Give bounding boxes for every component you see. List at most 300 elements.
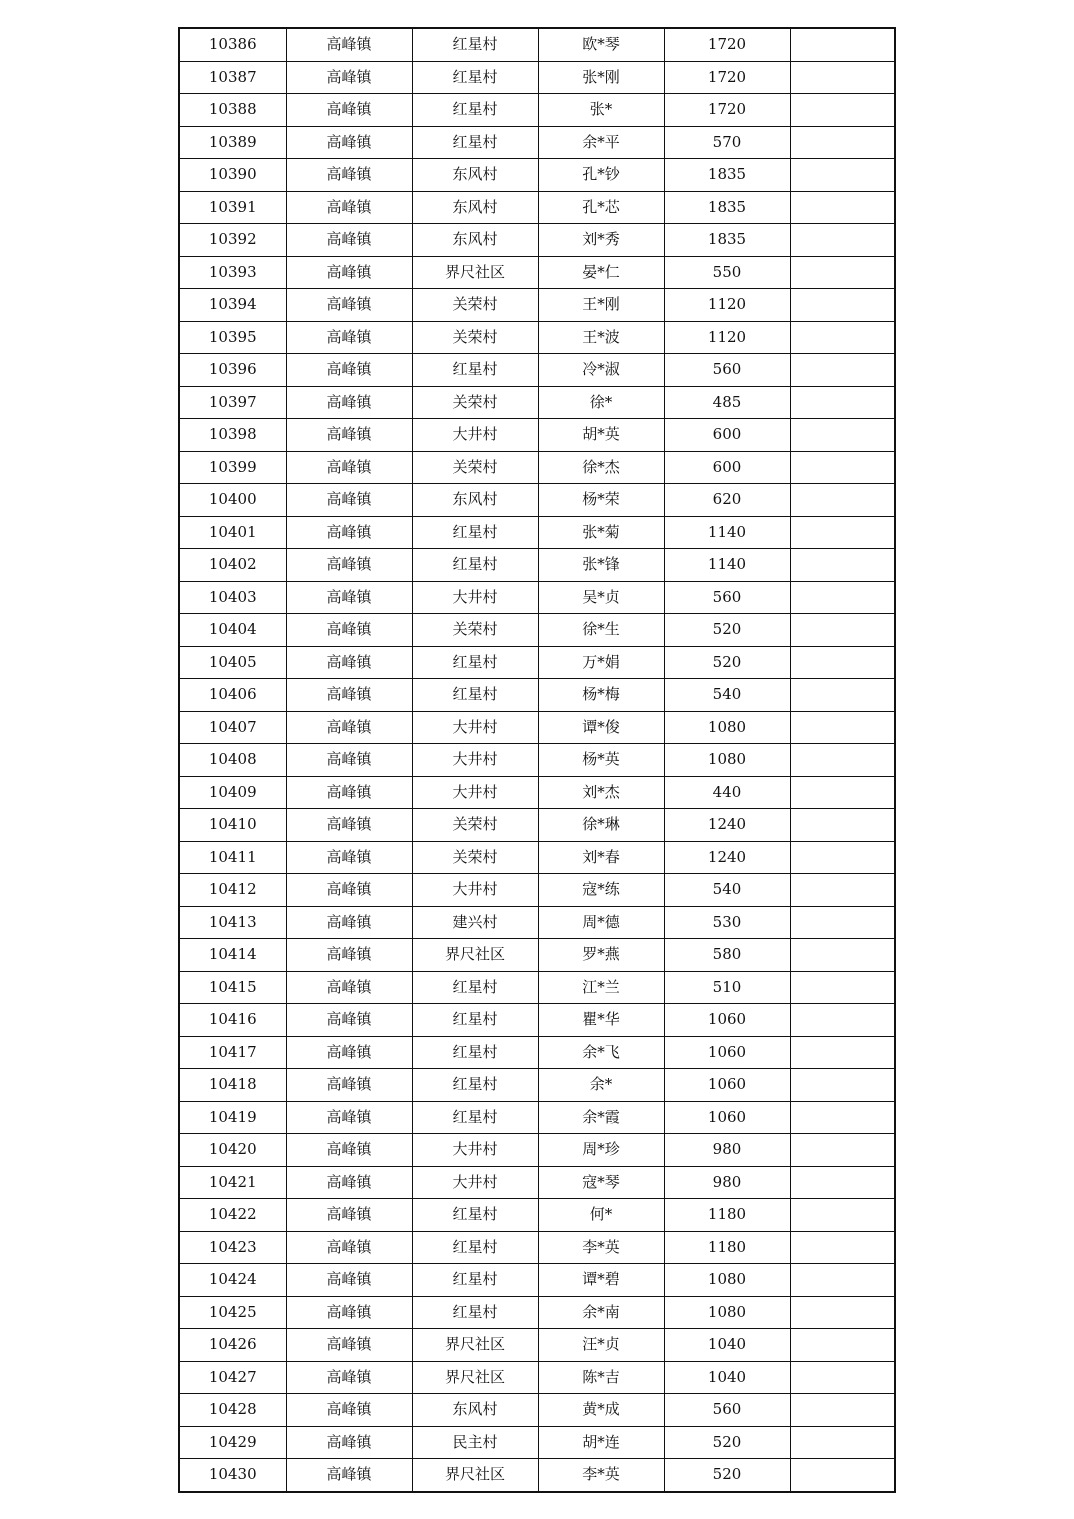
cell-amount: 1060 — [664, 1069, 790, 1102]
cell-village: 大井村 — [412, 419, 538, 452]
cell-note — [790, 1036, 895, 1069]
cell-name: 徐* — [538, 386, 664, 419]
cell-name: 余*南 — [538, 1296, 664, 1329]
cell-id: 10416 — [179, 1004, 286, 1037]
table-row — [179, 1166, 895, 1199]
cell-note — [790, 744, 895, 777]
cell-town: 高峰镇 — [286, 744, 412, 777]
cell-note — [790, 1069, 895, 1102]
cell-name: 徐*杰 — [538, 451, 664, 484]
cell-name: 张*刚 — [538, 61, 664, 94]
cell-town: 高峰镇 — [286, 841, 412, 874]
cell-id: 10418 — [179, 1069, 286, 1102]
cell-name: 罗*燕 — [538, 939, 664, 972]
cell-id: 10412 — [179, 874, 286, 907]
table-row — [179, 1036, 895, 1069]
cell-village: 东风村 — [412, 159, 538, 192]
cell-amount: 1060 — [664, 1036, 790, 1069]
cell-id: 10399 — [179, 451, 286, 484]
table-row — [179, 1069, 895, 1102]
cell-town: 高峰镇 — [286, 1101, 412, 1134]
cell-town: 高峰镇 — [286, 1231, 412, 1264]
cell-amount: 485 — [664, 386, 790, 419]
cell-village: 红星村 — [412, 94, 538, 127]
cell-name: 万*娟 — [538, 646, 664, 679]
table-row — [179, 159, 895, 192]
cell-id: 10396 — [179, 354, 286, 387]
cell-village: 红星村 — [412, 1101, 538, 1134]
cell-village: 界尺社区 — [412, 1361, 538, 1394]
cell-id: 10411 — [179, 841, 286, 874]
cell-name: 周*珍 — [538, 1134, 664, 1167]
cell-village: 红星村 — [412, 549, 538, 582]
cell-name: 晏*仁 — [538, 256, 664, 289]
cell-note — [790, 256, 895, 289]
cell-name: 黄*成 — [538, 1394, 664, 1427]
cell-id: 10401 — [179, 516, 286, 549]
cell-amount: 620 — [664, 484, 790, 517]
cell-amount: 560 — [664, 354, 790, 387]
cell-village: 红星村 — [412, 646, 538, 679]
cell-town: 高峰镇 — [286, 1069, 412, 1102]
cell-town: 高峰镇 — [286, 1264, 412, 1297]
table-row — [179, 1004, 895, 1037]
cell-id: 10407 — [179, 711, 286, 744]
cell-note — [790, 1231, 895, 1264]
table-row — [179, 1361, 895, 1394]
cell-amount: 1835 — [664, 191, 790, 224]
table-row — [179, 809, 895, 842]
cell-name: 欧*琴 — [538, 28, 664, 61]
cell-village: 关荣村 — [412, 451, 538, 484]
cell-village: 民主村 — [412, 1426, 538, 1459]
cell-amount: 1835 — [664, 159, 790, 192]
cell-town: 高峰镇 — [286, 1426, 412, 1459]
cell-amount: 1140 — [664, 549, 790, 582]
cell-id: 10410 — [179, 809, 286, 842]
cell-name: 王*波 — [538, 321, 664, 354]
cell-amount: 520 — [664, 1459, 790, 1492]
cell-note — [790, 419, 895, 452]
cell-town: 高峰镇 — [286, 94, 412, 127]
cell-id: 10421 — [179, 1166, 286, 1199]
cell-amount: 520 — [664, 614, 790, 647]
table-row — [179, 321, 895, 354]
cell-village: 红星村 — [412, 1069, 538, 1102]
table-row — [179, 679, 895, 712]
cell-village: 界尺社区 — [412, 1459, 538, 1492]
table-row — [179, 971, 895, 1004]
table-row — [179, 874, 895, 907]
cell-amount: 530 — [664, 906, 790, 939]
table-row — [179, 94, 895, 127]
cell-note — [790, 906, 895, 939]
table-row — [179, 776, 895, 809]
cell-village: 大井村 — [412, 874, 538, 907]
cell-name: 周*德 — [538, 906, 664, 939]
data-table — [178, 27, 896, 1493]
cell-amount: 540 — [664, 679, 790, 712]
cell-note — [790, 126, 895, 159]
cell-name: 徐*琳 — [538, 809, 664, 842]
cell-amount: 1180 — [664, 1199, 790, 1232]
cell-id: 10402 — [179, 549, 286, 582]
cell-village: 大井村 — [412, 776, 538, 809]
cell-name: 余*平 — [538, 126, 664, 159]
cell-town: 高峰镇 — [286, 419, 412, 452]
table-row — [179, 256, 895, 289]
table-row — [179, 126, 895, 159]
cell-name: 刘*秀 — [538, 224, 664, 257]
cell-town: 高峰镇 — [286, 191, 412, 224]
cell-town: 高峰镇 — [286, 451, 412, 484]
cell-town: 高峰镇 — [286, 1199, 412, 1232]
cell-village: 红星村 — [412, 1296, 538, 1329]
cell-id: 10413 — [179, 906, 286, 939]
cell-town: 高峰镇 — [286, 906, 412, 939]
cell-note — [790, 809, 895, 842]
cell-name: 胡*英 — [538, 419, 664, 452]
cell-name: 杨*英 — [538, 744, 664, 777]
cell-note — [790, 1199, 895, 1232]
cell-name: 孔*钞 — [538, 159, 664, 192]
cell-village: 界尺社区 — [412, 256, 538, 289]
cell-note — [790, 484, 895, 517]
cell-id: 10422 — [179, 1199, 286, 1232]
cell-name: 寇*琴 — [538, 1166, 664, 1199]
cell-note — [790, 321, 895, 354]
cell-id: 10427 — [179, 1361, 286, 1394]
cell-name: 谭*俊 — [538, 711, 664, 744]
cell-amount: 980 — [664, 1134, 790, 1167]
cell-village: 红星村 — [412, 1264, 538, 1297]
cell-note — [790, 1101, 895, 1134]
table-row — [179, 354, 895, 387]
cell-village: 红星村 — [412, 28, 538, 61]
cell-note — [790, 451, 895, 484]
cell-amount: 1080 — [664, 1296, 790, 1329]
cell-name: 李*英 — [538, 1459, 664, 1492]
cell-town: 高峰镇 — [286, 1036, 412, 1069]
cell-amount: 1060 — [664, 1101, 790, 1134]
table-row — [179, 224, 895, 257]
cell-id: 10408 — [179, 744, 286, 777]
table-row — [179, 1459, 895, 1492]
cell-village: 红星村 — [412, 516, 538, 549]
cell-name: 张*锋 — [538, 549, 664, 582]
cell-town: 高峰镇 — [286, 126, 412, 159]
cell-village: 东风村 — [412, 191, 538, 224]
cell-amount: 1040 — [664, 1361, 790, 1394]
cell-amount: 600 — [664, 419, 790, 452]
table-row — [179, 419, 895, 452]
cell-village: 大井村 — [412, 581, 538, 614]
cell-note — [790, 1329, 895, 1362]
cell-name: 胡*连 — [538, 1426, 664, 1459]
cell-id: 10392 — [179, 224, 286, 257]
cell-note — [790, 1166, 895, 1199]
cell-village: 东风村 — [412, 484, 538, 517]
table-row — [179, 28, 895, 61]
cell-town: 高峰镇 — [286, 809, 412, 842]
cell-amount: 560 — [664, 581, 790, 614]
table-row — [179, 1394, 895, 1427]
cell-id: 10406 — [179, 679, 286, 712]
cell-village: 红星村 — [412, 61, 538, 94]
cell-id: 10400 — [179, 484, 286, 517]
cell-note — [790, 1264, 895, 1297]
cell-town: 高峰镇 — [286, 1329, 412, 1362]
cell-name: 王*刚 — [538, 289, 664, 322]
cell-name: 张* — [538, 94, 664, 127]
cell-village: 界尺社区 — [412, 1329, 538, 1362]
table-row — [179, 484, 895, 517]
cell-town: 高峰镇 — [286, 971, 412, 1004]
cell-note — [790, 1361, 895, 1394]
cell-amount: 1080 — [664, 744, 790, 777]
cell-note — [790, 776, 895, 809]
cell-village: 关荣村 — [412, 289, 538, 322]
cell-amount: 1720 — [664, 61, 790, 94]
cell-name: 刘*春 — [538, 841, 664, 874]
table-row — [179, 744, 895, 777]
cell-name: 余*飞 — [538, 1036, 664, 1069]
cell-amount: 520 — [664, 646, 790, 679]
cell-name: 杨*荣 — [538, 484, 664, 517]
cell-amount: 580 — [664, 939, 790, 972]
cell-note — [790, 224, 895, 257]
cell-amount: 510 — [664, 971, 790, 1004]
cell-village: 大井村 — [412, 1166, 538, 1199]
cell-town: 高峰镇 — [286, 484, 412, 517]
cell-id: 10429 — [179, 1426, 286, 1459]
table-row — [179, 906, 895, 939]
cell-name: 冷*淑 — [538, 354, 664, 387]
cell-id: 10393 — [179, 256, 286, 289]
cell-village: 红星村 — [412, 354, 538, 387]
table-row — [179, 1264, 895, 1297]
cell-id: 10415 — [179, 971, 286, 1004]
cell-note — [790, 159, 895, 192]
cell-name: 何* — [538, 1199, 664, 1232]
cell-note — [790, 386, 895, 419]
cell-town: 高峰镇 — [286, 874, 412, 907]
cell-name: 杨*梅 — [538, 679, 664, 712]
cell-town: 高峰镇 — [286, 386, 412, 419]
cell-amount: 560 — [664, 1394, 790, 1427]
cell-note — [790, 874, 895, 907]
cell-name: 瞿*华 — [538, 1004, 664, 1037]
cell-village: 关荣村 — [412, 809, 538, 842]
cell-id: 10398 — [179, 419, 286, 452]
cell-town: 高峰镇 — [286, 711, 412, 744]
table-row — [179, 61, 895, 94]
cell-town: 高峰镇 — [286, 516, 412, 549]
cell-town: 高峰镇 — [286, 939, 412, 972]
cell-amount: 550 — [664, 256, 790, 289]
cell-id: 10417 — [179, 1036, 286, 1069]
cell-id: 10389 — [179, 126, 286, 159]
cell-id: 10409 — [179, 776, 286, 809]
cell-village: 建兴村 — [412, 906, 538, 939]
cell-id: 10403 — [179, 581, 286, 614]
cell-town: 高峰镇 — [286, 549, 412, 582]
cell-amount: 1140 — [664, 516, 790, 549]
cell-name: 谭*碧 — [538, 1264, 664, 1297]
table-row — [179, 1134, 895, 1167]
cell-village: 红星村 — [412, 1199, 538, 1232]
cell-town: 高峰镇 — [286, 321, 412, 354]
cell-amount: 570 — [664, 126, 790, 159]
cell-note — [790, 549, 895, 582]
cell-village: 大井村 — [412, 744, 538, 777]
cell-amount: 600 — [664, 451, 790, 484]
cell-amount: 440 — [664, 776, 790, 809]
cell-town: 高峰镇 — [286, 256, 412, 289]
cell-note — [790, 646, 895, 679]
cell-village: 红星村 — [412, 1004, 538, 1037]
cell-village: 关荣村 — [412, 386, 538, 419]
cell-name: 李*英 — [538, 1231, 664, 1264]
table-body — [179, 28, 895, 1492]
table-row — [179, 1296, 895, 1329]
table-row — [179, 1426, 895, 1459]
table-row — [179, 289, 895, 322]
cell-amount: 1060 — [664, 1004, 790, 1037]
cell-town: 高峰镇 — [286, 1134, 412, 1167]
cell-amount: 1240 — [664, 809, 790, 842]
cell-id: 10390 — [179, 159, 286, 192]
cell-village: 红星村 — [412, 1036, 538, 1069]
cell-town: 高峰镇 — [286, 614, 412, 647]
cell-town: 高峰镇 — [286, 679, 412, 712]
cell-id: 10420 — [179, 1134, 286, 1167]
table-row — [179, 711, 895, 744]
cell-note — [790, 1134, 895, 1167]
cell-town: 高峰镇 — [286, 159, 412, 192]
cell-name: 江*兰 — [538, 971, 664, 1004]
cell-name: 徐*生 — [538, 614, 664, 647]
cell-town: 高峰镇 — [286, 61, 412, 94]
cell-note — [790, 581, 895, 614]
cell-id: 10388 — [179, 94, 286, 127]
cell-village: 关荣村 — [412, 321, 538, 354]
cell-note — [790, 28, 895, 61]
cell-town: 高峰镇 — [286, 1166, 412, 1199]
cell-amount: 980 — [664, 1166, 790, 1199]
cell-id: 10424 — [179, 1264, 286, 1297]
cell-note — [790, 1004, 895, 1037]
cell-amount: 1180 — [664, 1231, 790, 1264]
cell-town: 高峰镇 — [286, 776, 412, 809]
table-row — [179, 386, 895, 419]
cell-village: 关荣村 — [412, 614, 538, 647]
table-row — [179, 1199, 895, 1232]
cell-note — [790, 939, 895, 972]
cell-name: 吴*贞 — [538, 581, 664, 614]
table-row — [179, 939, 895, 972]
cell-note — [790, 1459, 895, 1492]
cell-id: 10426 — [179, 1329, 286, 1362]
cell-note — [790, 94, 895, 127]
cell-amount: 1120 — [664, 289, 790, 322]
cell-amount: 1080 — [664, 1264, 790, 1297]
cell-amount: 1720 — [664, 28, 790, 61]
cell-amount: 520 — [664, 1426, 790, 1459]
cell-amount: 1080 — [664, 711, 790, 744]
cell-note — [790, 354, 895, 387]
cell-id: 10404 — [179, 614, 286, 647]
cell-name: 余* — [538, 1069, 664, 1102]
table-row — [179, 646, 895, 679]
cell-amount: 1835 — [664, 224, 790, 257]
cell-name: 寇*练 — [538, 874, 664, 907]
cell-town: 高峰镇 — [286, 1394, 412, 1427]
table-row — [179, 191, 895, 224]
cell-note — [790, 1296, 895, 1329]
cell-town: 高峰镇 — [286, 1004, 412, 1037]
table-row — [179, 1101, 895, 1134]
cell-id: 10405 — [179, 646, 286, 679]
cell-name: 孔*芯 — [538, 191, 664, 224]
cell-name: 陈*吉 — [538, 1361, 664, 1394]
cell-id: 10425 — [179, 1296, 286, 1329]
cell-town: 高峰镇 — [286, 1361, 412, 1394]
cell-village: 大井村 — [412, 1134, 538, 1167]
cell-name: 张*菊 — [538, 516, 664, 549]
cell-id: 10397 — [179, 386, 286, 419]
cell-id: 10386 — [179, 28, 286, 61]
table-row — [179, 841, 895, 874]
cell-id: 10395 — [179, 321, 286, 354]
cell-village: 红星村 — [412, 971, 538, 1004]
cell-id: 10394 — [179, 289, 286, 322]
cell-amount: 1720 — [664, 94, 790, 127]
cell-id: 10419 — [179, 1101, 286, 1134]
cell-amount: 1240 — [664, 841, 790, 874]
cell-amount: 1120 — [664, 321, 790, 354]
table-row — [179, 1231, 895, 1264]
table-row — [179, 1329, 895, 1362]
cell-amount: 540 — [664, 874, 790, 907]
cell-village: 关荣村 — [412, 841, 538, 874]
cell-id: 10391 — [179, 191, 286, 224]
cell-town: 高峰镇 — [286, 289, 412, 322]
cell-note — [790, 679, 895, 712]
cell-village: 界尺社区 — [412, 939, 538, 972]
cell-note — [790, 61, 895, 94]
table-row — [179, 581, 895, 614]
cell-note — [790, 1394, 895, 1427]
cell-note — [790, 971, 895, 1004]
cell-note — [790, 516, 895, 549]
cell-note — [790, 289, 895, 322]
cell-village: 红星村 — [412, 679, 538, 712]
cell-id: 10428 — [179, 1394, 286, 1427]
cell-village: 大井村 — [412, 711, 538, 744]
cell-village: 东风村 — [412, 1394, 538, 1427]
cell-village: 东风村 — [412, 224, 538, 257]
cell-village: 红星村 — [412, 1231, 538, 1264]
cell-town: 高峰镇 — [286, 1459, 412, 1492]
cell-name: 刘*杰 — [538, 776, 664, 809]
cell-amount: 1040 — [664, 1329, 790, 1362]
cell-note — [790, 191, 895, 224]
cell-town: 高峰镇 — [286, 354, 412, 387]
cell-id: 10414 — [179, 939, 286, 972]
cell-town: 高峰镇 — [286, 224, 412, 257]
cell-name: 余*霞 — [538, 1101, 664, 1134]
